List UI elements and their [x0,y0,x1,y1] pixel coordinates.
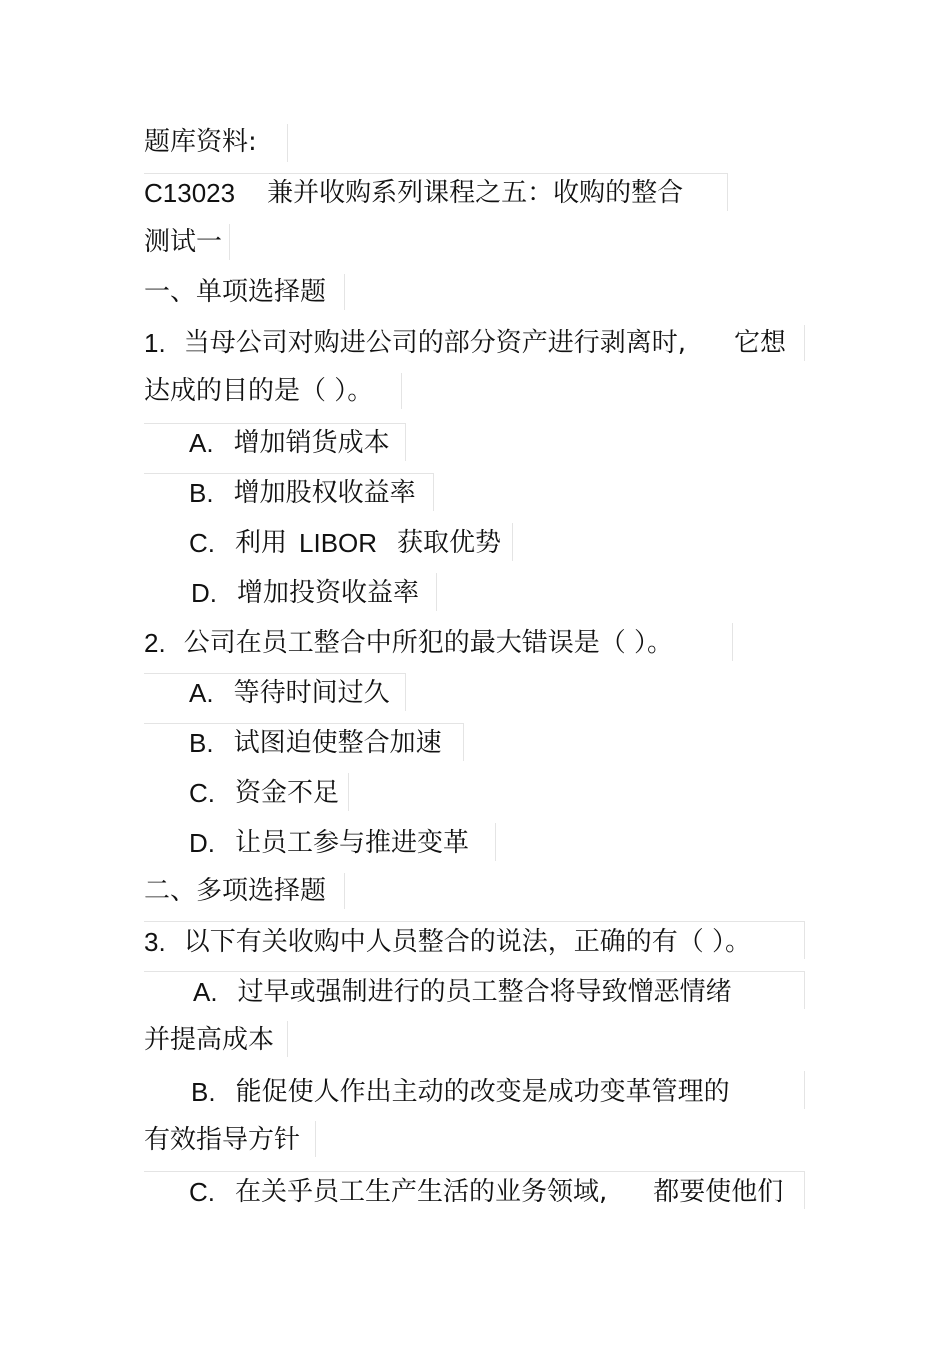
option-text: 等待时间过久 [233,678,390,708]
question-number: 1. [144,328,166,358]
option-label: C. [189,1177,215,1207]
course-heading [144,175,683,211]
test-name-text: 测试一 [144,227,223,257]
option-text: 利用 [235,528,288,558]
option-text: 过早或强制进行的员工整合将导致憎恶情绪 [237,977,732,1007]
option-label: C. [189,528,215,558]
option-label: A. [189,428,214,458]
question-number: 2. [144,628,166,658]
divider [436,573,437,611]
divider [727,173,728,211]
divider [804,921,805,959]
question-number: 3. [144,927,166,957]
option-text: 都要使他们 [653,1177,784,1207]
option-text: 让员工参与推进变革 [235,828,470,858]
option-label: A. [189,678,214,708]
option-text: 并提高成本 [144,1025,275,1055]
divider [144,921,804,922]
section-heading-text: 二、多项选择题 [144,876,327,906]
section-heading-single [144,274,326,310]
divider [804,325,805,361]
divider [144,423,406,424]
option-1d[interactable] [191,575,419,611]
course-code: C13023 [144,178,236,208]
divider [804,971,805,1009]
divider [405,673,406,711]
question-text: 以下有关收购中人员整合的说法，正确的有（ ）。 [183,927,751,957]
option-text: 增加销货成本 [233,428,390,458]
option-text: 资金不足 [235,778,340,808]
document-label [144,124,257,160]
question-1 [144,325,786,361]
option-text: 获取优势 [397,528,502,558]
course-title: 兼并收购系列课程之五：收购的整合 [267,178,684,208]
divider [315,1121,316,1157]
option-text: 试图迫使整合加速 [233,728,442,758]
section-heading-text: 一、单项选择题 [144,277,327,307]
option-text: 增加股权收益率 [233,478,416,508]
option-2b[interactable] [189,725,442,761]
divider [732,623,733,661]
test-name [144,224,222,260]
divider [401,373,402,409]
question-2 [144,625,673,661]
option-text: 能促使人作出主动的改变是成功变革管理的 [235,1077,730,1107]
option-1c[interactable] [189,525,501,561]
question-text: 公司在员工整合中所犯的最大错误是（ ）。 [183,628,673,658]
question-text: 它想 [733,328,786,358]
question-1-continued [144,373,373,409]
divider [804,1071,805,1109]
option-text: 有效指导方针 [144,1125,301,1155]
divider [144,971,804,972]
option-label: B. [191,1077,216,1107]
divider [405,423,406,461]
option-2d[interactable] [189,825,469,861]
question-text: 达成的目的是（ ）。 [144,376,374,406]
option-text: 在关乎员工生产生活的业务领域, [235,1177,608,1207]
divider [512,523,513,561]
option-label: B. [189,728,214,758]
divider [287,1021,288,1057]
option-2c[interactable] [189,775,339,811]
divider [287,124,288,162]
divider [344,274,345,310]
section-heading-multiple [144,873,326,909]
option-label: D. [191,578,217,608]
question-3 [144,924,751,960]
divider [144,173,728,174]
divider [229,224,230,260]
question-text: 当母公司对购进公司的部分资产进行剥离时, [183,328,686,358]
divider [144,673,406,674]
divider [463,723,464,761]
divider [495,823,496,861]
divider [348,773,349,811]
option-3b[interactable] [191,1074,730,1110]
option-3a-continued [144,1022,274,1058]
option-1a[interactable] [189,425,390,461]
option-3b-continued [144,1122,300,1158]
option-label: D. [189,828,215,858]
divider [344,873,345,909]
divider [433,473,434,511]
option-label: B. [189,478,214,508]
option-3a[interactable] [193,974,732,1010]
divider [144,723,464,724]
option-label: A. [193,977,218,1007]
divider [804,1171,805,1209]
option-2a[interactable] [189,675,390,711]
divider [144,473,434,474]
document-label-text: 题库资料: [144,127,257,157]
option-1b[interactable] [189,475,416,511]
option-label: C. [189,778,215,808]
divider [144,1171,804,1172]
option-3c[interactable] [189,1174,783,1210]
option-text-latin: LIBOR [299,528,378,558]
option-text: 增加投资收益率 [237,578,420,608]
